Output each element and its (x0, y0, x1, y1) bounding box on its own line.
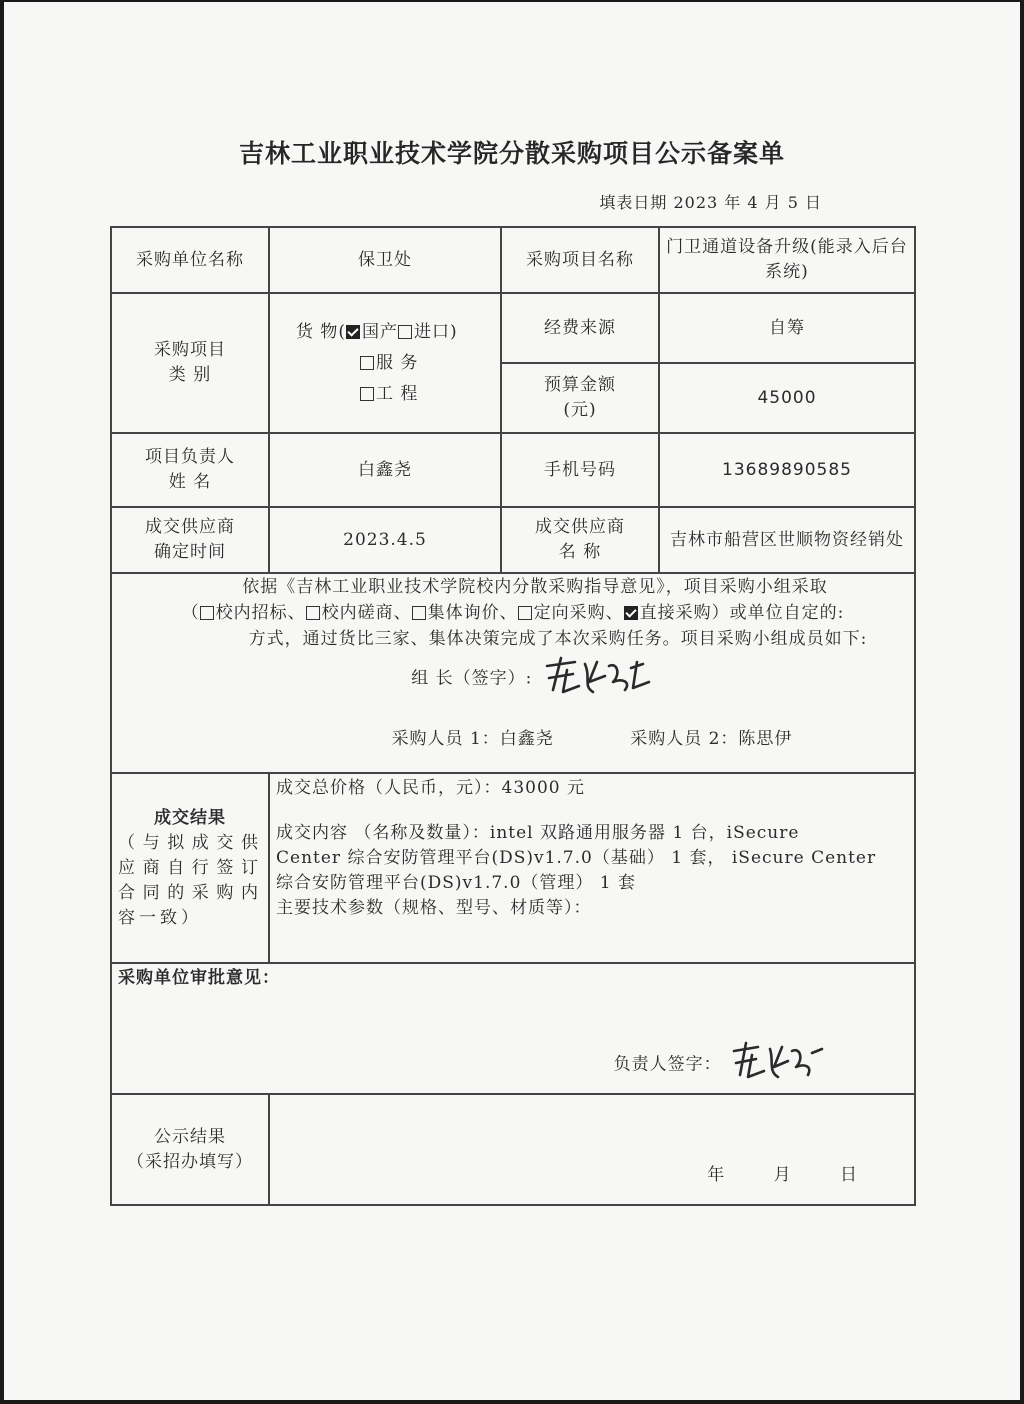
project-name-value: 门卫通道设备升级(能录入后台系统) (659, 227, 915, 293)
budget-label: 预算金额 (元) (501, 363, 659, 433)
import-checkbox[interactable] (398, 325, 412, 339)
leader-signature (539, 652, 659, 706)
engineering-option: 工 程 (276, 382, 494, 407)
procurement-basis: 依据《吉林工业职业技术学院校内分散采购指导意见》，项目采购小组采取 （ 校内招标、 校内磋商、 集体询价、 定向采购、 直接采购）或单位自定的: 方式，通过货比三家、集体决策完成了本次采购任务。项目采购小组成员如下: 组 长（签字）: 采购人员 1：白鑫尧 采购人员 2：陈思伊 (111, 573, 915, 773)
filing-form-table (110, 226, 916, 1206)
campus-bidding-checkbox[interactable] (200, 606, 214, 620)
goods-option: 货 物( 国产 进口) (296, 321, 458, 342)
supplier-name-label: 成交供应商 名 称 (501, 507, 659, 573)
supplier-time-label: 成交供应商 确定时间 (111, 507, 269, 573)
approver-signature (728, 1039, 828, 1091)
row-procurement-basis (111, 573, 915, 773)
method-options: （ 校内招标、 校内磋商、 集体询价、 定向采购、 直接采购）或单位自定的: (181, 603, 845, 623)
result-label-cell: 成交结果 （与拟成交供应商自行签订合同的采购内容一致） (111, 773, 269, 963)
leader-signature-line: 组 长（签字）: (120, 652, 906, 706)
budget-value: 45000 (659, 363, 915, 433)
purchasing-members: 采购人员 1：白鑫尧 采购人员 2：陈思伊 (391, 729, 793, 749)
service-checkbox[interactable] (360, 356, 374, 370)
supplier-name-value: 吉林市船营区世顺物资经销处 (659, 507, 915, 573)
row-result (111, 773, 915, 963)
publication-label: 公示结果 （采招办填写） (111, 1094, 269, 1205)
document-title: 吉林工业职业技术学院分散采购项目公示备案单 (238, 139, 785, 168)
approval-sign-row: 负责人签字： (118, 1039, 908, 1091)
leader-label: 项目负责人 姓 名 (111, 433, 269, 507)
service-option: 服 务 (276, 351, 494, 376)
fill-date: 填表日期 2023 年 4 月 5 日 (599, 193, 822, 212)
row-publication (111, 1094, 915, 1205)
row-approval (111, 963, 915, 1094)
unit-label: 采购单位名称 (111, 227, 269, 293)
group-inquiry-checkbox[interactable] (412, 606, 426, 620)
approval-cell: 采购单位审批意见： 负责人签字： (111, 963, 915, 1094)
unit-value: 保卫处 (269, 227, 501, 293)
leader-value: 白鑫尧 (269, 433, 501, 507)
row-leader (111, 433, 915, 507)
funding-label: 经费来源 (501, 293, 659, 363)
category-options (269, 293, 501, 433)
campus-negotiation-checkbox[interactable] (306, 606, 320, 620)
result-content: 成交总价格（人民币，元）：43000 元 成交内容 （名称及数量）：intel 双路通用服务器 1 台，iSecure Center 综合安防管理平台(DS)v1.7.0（基础） 1 套， iSecure Center 综合安防管理平台(DS)v1.7.0（管理） 1 套 主要技术参数（规格、型号、材质等）： (269, 773, 915, 963)
funding-value: 自筹 (659, 293, 915, 363)
row-category-funding (111, 293, 915, 363)
category-label: 采购项目 类 别 (111, 293, 269, 433)
engineering-checkbox[interactable] (360, 387, 374, 401)
phone-label: 手机号码 (501, 433, 659, 507)
supplier-time-value: 2023.4.5 (269, 507, 501, 573)
phone-value: 13689890585 (659, 433, 915, 507)
domestic-checkbox[interactable] (346, 325, 360, 339)
publication-date: 年 月 日 (707, 1165, 858, 1185)
direct-purchase-checkbox[interactable] (624, 606, 638, 620)
row-supplier (111, 507, 915, 573)
directed-purchase-checkbox[interactable] (518, 606, 532, 620)
project-name-label: 采购项目名称 (501, 227, 659, 293)
row-unit-project (111, 227, 915, 293)
publication-content (269, 1094, 915, 1205)
